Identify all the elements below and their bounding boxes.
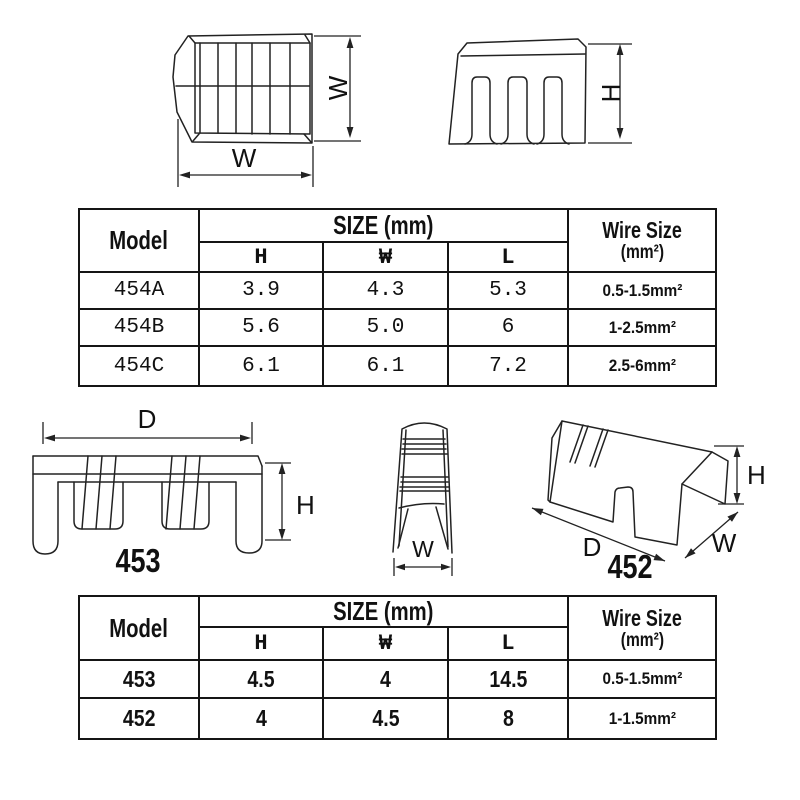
m453-height-label: H xyxy=(296,490,315,520)
front-view-outline xyxy=(173,34,312,143)
m453-caption: 453 xyxy=(115,543,161,580)
h-cell: 3.9 xyxy=(200,273,324,310)
size-group-header: SIZE (mm) xyxy=(333,210,434,240)
m452-stripes xyxy=(570,425,608,467)
l-cell xyxy=(449,699,569,738)
col-header-w: ₩ xyxy=(324,628,449,661)
w-cell: 5.0 xyxy=(324,310,449,347)
model-header-cell xyxy=(80,597,200,661)
w-cell: 6.1 xyxy=(324,347,449,385)
model-cell: 454B xyxy=(80,310,200,347)
w-value: 4 xyxy=(380,665,391,692)
wire-value: 1-1.5mm² xyxy=(608,708,676,728)
model-header: Model xyxy=(109,225,169,255)
m452-height-label: H xyxy=(747,460,766,490)
m452-depth-label: D xyxy=(582,532,602,562)
m453-side-crotch xyxy=(399,504,444,509)
front-view-ridges xyxy=(200,43,290,134)
side-view-drawing xyxy=(425,15,640,190)
h-value: 4.5 xyxy=(247,665,275,692)
m453-side-mid-band xyxy=(400,477,449,491)
m453-right-leg xyxy=(236,466,262,553)
wire-cell xyxy=(569,273,715,310)
model-cell: 454A xyxy=(80,273,200,310)
m453-side-inner-edges xyxy=(399,430,448,547)
col-header-h: H xyxy=(200,243,324,273)
wire-cell xyxy=(569,661,715,699)
l-cell: 6 xyxy=(449,310,569,347)
h-cell xyxy=(200,661,324,699)
model-value: 453 xyxy=(122,665,156,692)
size-group-header-cell xyxy=(200,210,569,243)
side-view-slot-2 xyxy=(501,77,534,144)
spec-table-454 xyxy=(78,208,717,387)
wire-cell xyxy=(569,310,715,347)
wire-size-header: Wire Size xyxy=(602,604,682,631)
m453-depth-label: D xyxy=(137,404,157,434)
wire-size-unit: (mm²) xyxy=(620,242,664,263)
size-group-header: SIZE (mm) xyxy=(333,597,434,626)
wire-size-header: Wire Size xyxy=(602,217,682,243)
wire-value: 2.5-6mm² xyxy=(608,356,676,375)
m453-front-drawing xyxy=(15,404,315,586)
h-value: 4 xyxy=(255,705,267,731)
wire-cell xyxy=(569,347,715,385)
wire-size-header-cell xyxy=(569,210,715,273)
model-header: Model xyxy=(109,612,169,643)
l-value: 14.5 xyxy=(488,665,528,692)
side-view-height-label: H xyxy=(596,83,626,103)
w-cell xyxy=(324,699,449,738)
m453-side-drawing xyxy=(370,408,480,586)
col-header-w: ₩ xyxy=(324,243,449,273)
wire-size-header-cell xyxy=(569,597,715,661)
m453-left-leg xyxy=(33,456,58,554)
wire-size-unit: (mm²) xyxy=(620,629,664,651)
wire-value: 0.5-1.5mm² xyxy=(602,669,682,688)
m453-side-top-band xyxy=(402,439,447,454)
front-view-corner-chamfers xyxy=(189,35,311,142)
model-value: 452 xyxy=(122,705,156,731)
wire-cell xyxy=(569,699,715,738)
l-value: 8 xyxy=(502,705,514,731)
model-header-cell xyxy=(80,210,200,273)
col-header-l: L xyxy=(449,243,569,273)
m452-caption: 452 xyxy=(607,549,653,586)
model-cell xyxy=(80,699,200,738)
m452-iso-drawing xyxy=(528,400,793,585)
col-header-h: H xyxy=(200,628,324,661)
wire-value: 1-2.5mm² xyxy=(608,317,676,337)
m453-bar xyxy=(33,456,262,474)
h-cell: 6.1 xyxy=(200,347,324,385)
w-cell xyxy=(324,661,449,699)
spec-table-453-452 xyxy=(78,595,717,740)
size-group-header-cell xyxy=(200,597,569,628)
col-header-l: L xyxy=(449,628,569,661)
front-view-height-label: W xyxy=(323,75,353,101)
h-cell: 5.6 xyxy=(200,310,324,347)
w-value: 4.5 xyxy=(371,705,400,731)
m452-width-label: W xyxy=(711,528,737,558)
side-view-slot-3 xyxy=(537,77,569,144)
l-cell: 5.3 xyxy=(449,273,569,310)
m453-side-width-label: W xyxy=(412,536,434,562)
l-cell xyxy=(449,661,569,699)
wire-value: 0.5-1.5mm² xyxy=(602,280,682,300)
side-view-band xyxy=(461,54,585,56)
model-cell: 454C xyxy=(80,347,200,385)
front-view-drawing xyxy=(160,15,385,200)
l-cell: 7.2 xyxy=(449,347,569,385)
m453-height-dim-lines xyxy=(265,463,291,540)
h-cell xyxy=(200,699,324,738)
side-view-slot-1 xyxy=(465,77,497,144)
m453-ridges xyxy=(82,456,200,529)
m452-front-face xyxy=(550,421,712,545)
w-cell: 4.3 xyxy=(324,273,449,310)
model-cell xyxy=(80,661,200,699)
front-view-width-label: W xyxy=(231,143,257,173)
